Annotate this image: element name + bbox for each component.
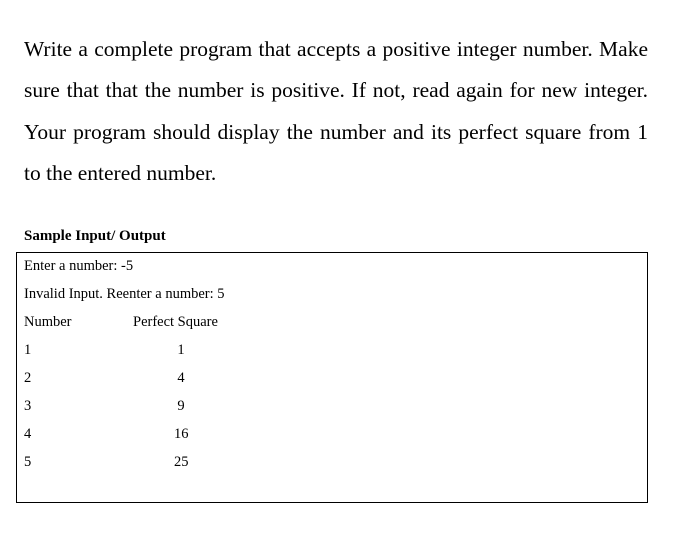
row-square: 16	[174, 426, 189, 442]
row-square: 25	[174, 454, 189, 470]
output-row	[24, 425, 624, 443]
io-reprompt-line: Invalid Input. Reenter a number: 5	[24, 286, 225, 302]
output-row	[24, 397, 624, 415]
row-square: 4	[177, 370, 185, 386]
row-number: 1	[24, 342, 32, 358]
row-number: 3	[24, 398, 32, 414]
output-row	[24, 453, 624, 471]
sample-io-heading: Sample Input/ Output	[24, 228, 166, 244]
io-prompt-line: Enter a number: -5	[24, 258, 134, 274]
row-square: 9	[177, 398, 185, 414]
square-column-header: Perfect Square	[133, 314, 218, 330]
number-column-header: Number	[24, 314, 72, 330]
problem-statement: Write a complete program that accepts a positive integer number. Make sure that that the number is positive. If not, read again for new integer. Your program should display the number and its perfect square from 1 to the entered number.	[24, 37, 648, 185]
row-number: 2	[24, 370, 32, 386]
output-row	[24, 369, 624, 387]
row-number: 5	[24, 454, 32, 470]
output-row	[24, 341, 624, 359]
sample-io-box	[16, 252, 648, 503]
row-square: 1	[177, 342, 185, 358]
row-number: 4	[24, 426, 32, 442]
